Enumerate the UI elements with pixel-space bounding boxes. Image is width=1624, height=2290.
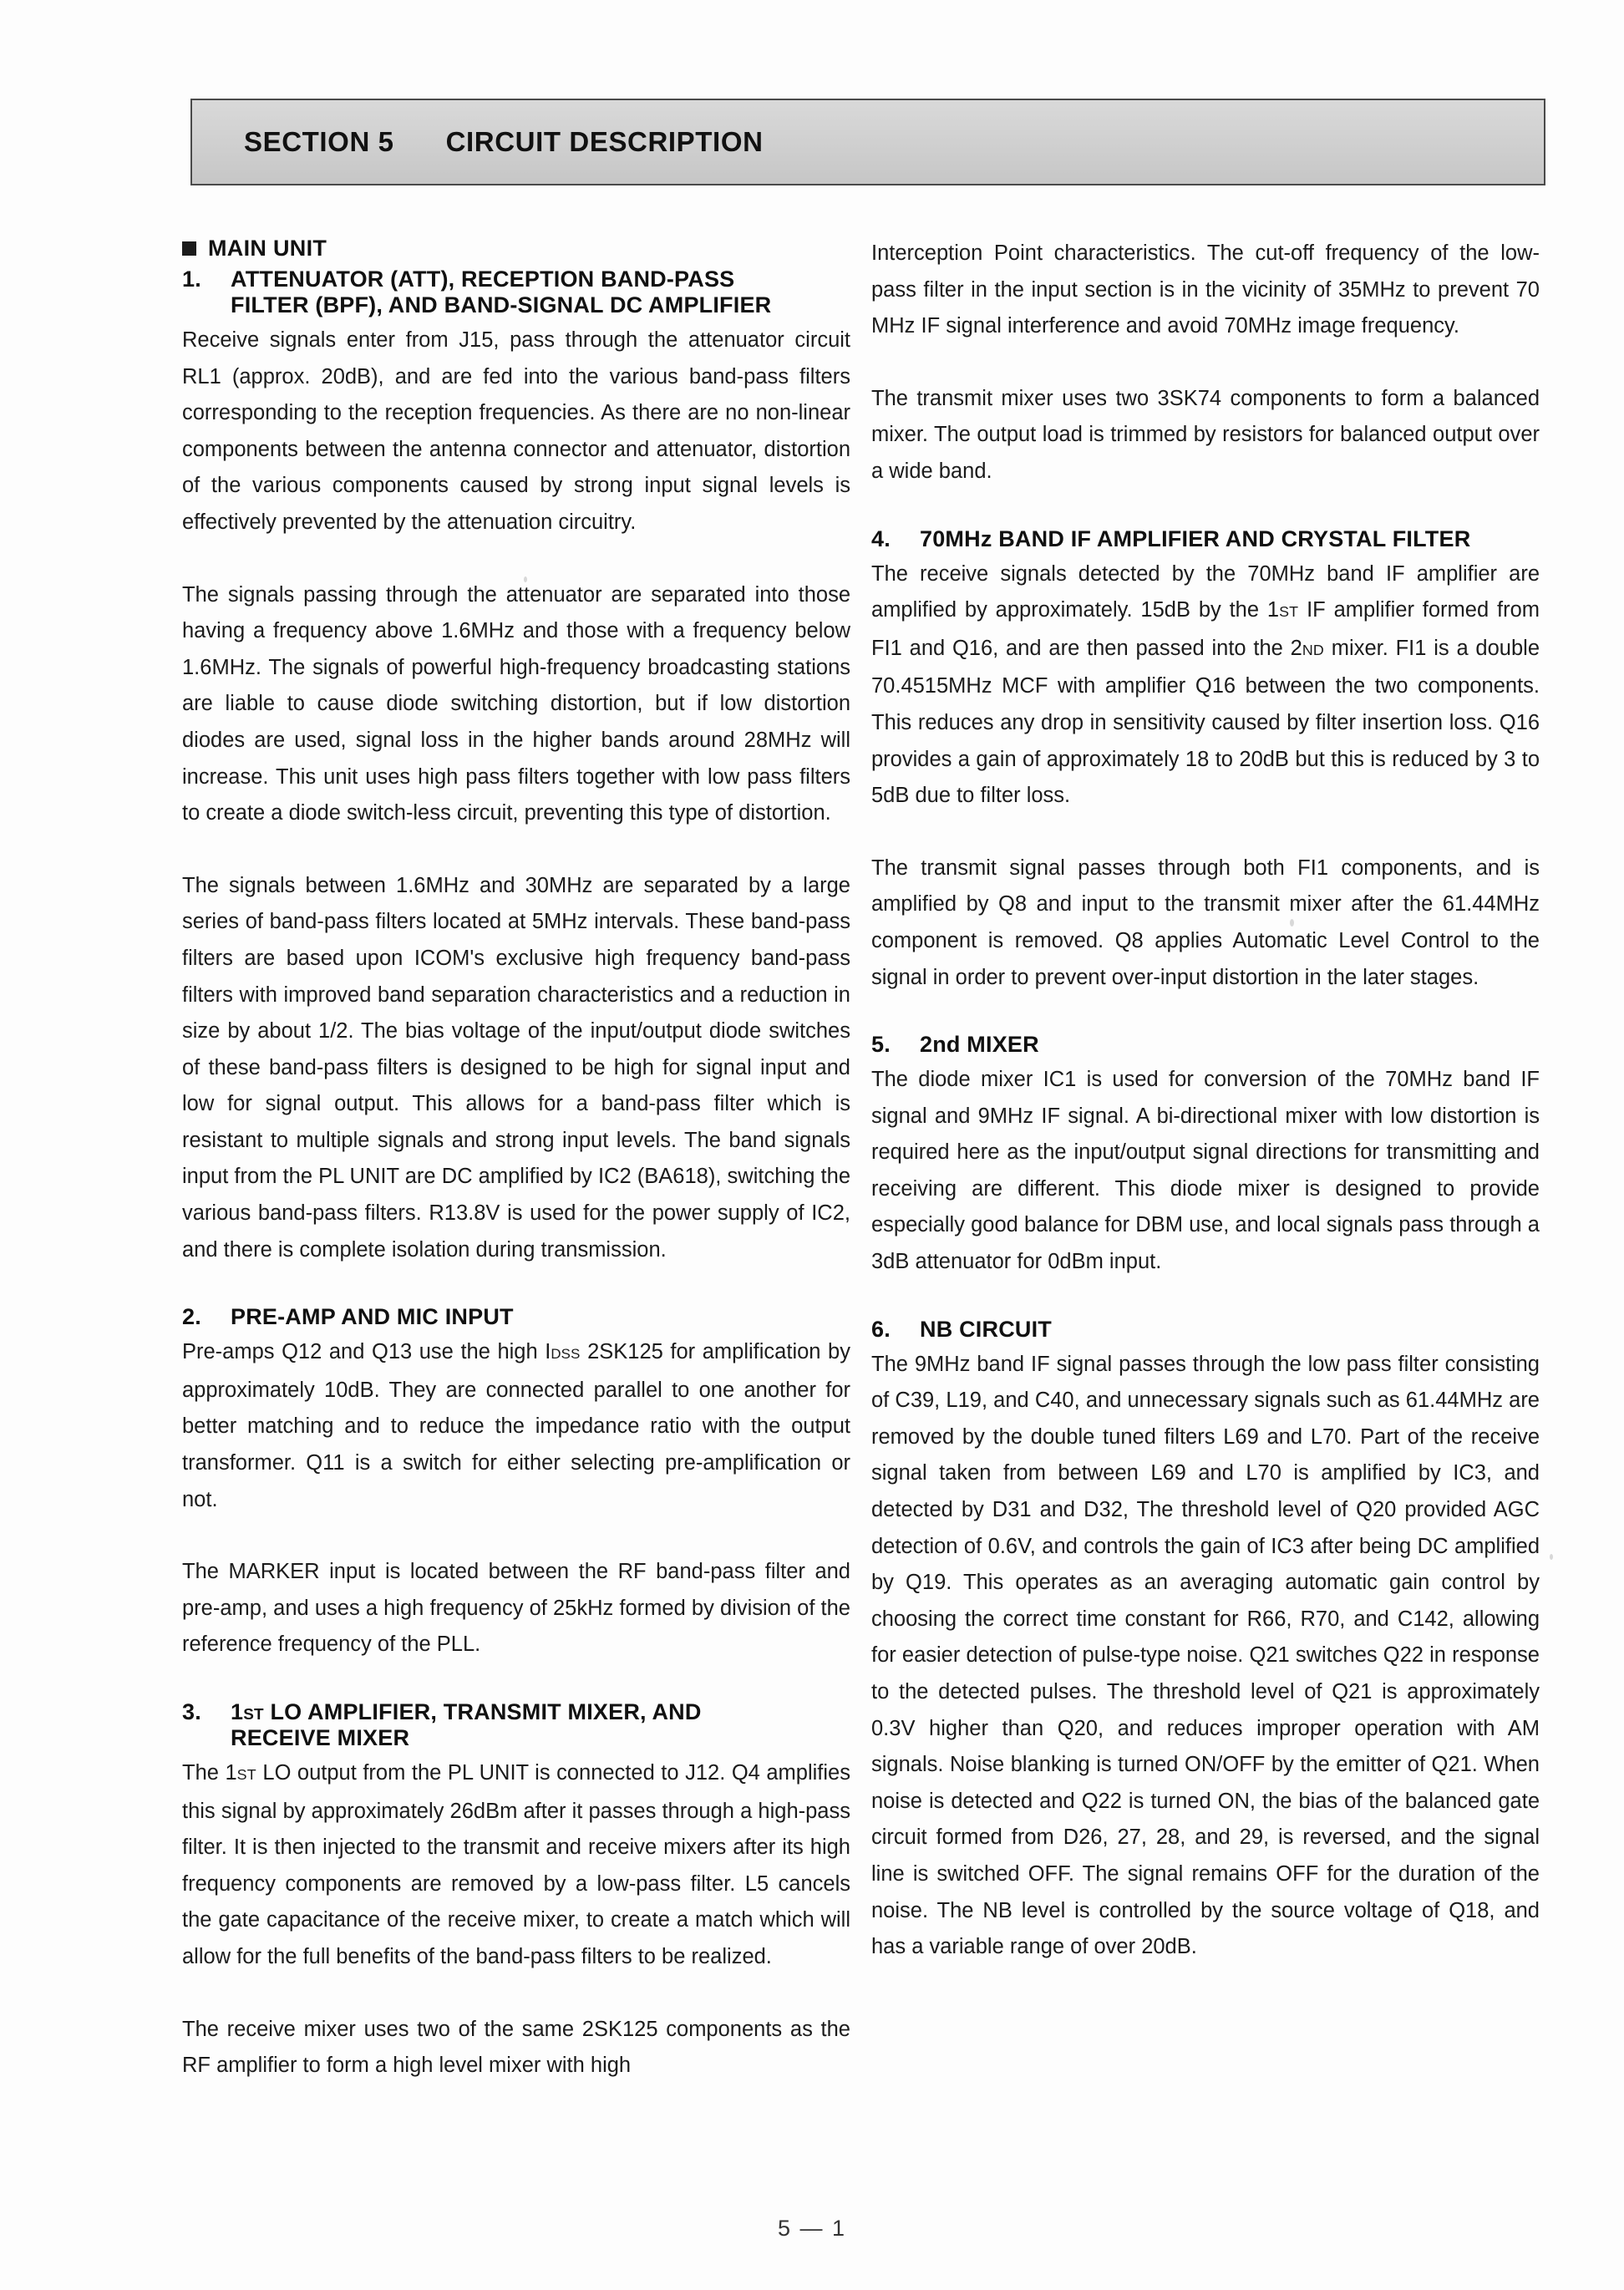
section-label: SECTION 5 [244,126,394,157]
section-5-title: 2nd MIXER [920,1032,1039,1058]
section-header-inner [192,126,764,158]
left-column [182,236,850,2084]
section-header-banner [190,99,1545,185]
idss-subscript: DSS [551,1346,581,1363]
section-2-p1-pre: Pre-amps Q12 and Q13 use the high I [182,1340,551,1364]
section-1-number: 1. [182,267,201,292]
section-3-p1-post: LO output from the PL UNIT is connected to J12. Q4 amplifies this signal by approximately 26dBm after it passes through a high-pass filter. It is then injected to the transmit and receive mixers after its high frequency components are removed by a low-pass filter. L5 cancels the gate capacitance of the receive mixer, to create a match which will allow for the full benefits of the band-pass filters to be realized. [182,1761,850,1968]
main-unit-label: MAIN UNIT [208,236,327,261]
section-3-number: 3. [182,1699,201,1724]
section-1-title [231,267,850,318]
continuation-paragraph-2: The transmit mixer uses two 3SK74 components to form a balanced mixer. The output load is trimmed by resistors for balanced output over a wide band. [871,386,1540,483]
section-5-heading [871,1032,1540,1058]
section-1-paragraph-3: The signals between 1.6MHz and 30MHz are separated by a large series of band-pass filters located at 5MHz intervals. These band-pass filters are based upon ICOM's exclusive high frequency band-pass filters with improved band separation characteristics and a reduction in size by about 1/2. The bias voltage of the input/output diode switches of these band-pass filters is designed to be high for signal input and low for signal output. This allows for a band-pass filter which is resistant to multiple signals and strong input levels. The band signals input from the PL UNIT are DC amplified by IC2 (BA618), switching the various band-pass filters. R13.8V is used for the power supply of IC2, and there is complete isolation during transmission. [182,873,850,1262]
section-2-paragraph-2: The MARKER input is located between the RF band-pass filter and pre-amp, and uses a high frequency of 25kHz formed by division of the reference frequency of the PLL. [182,1560,850,1657]
section-3-title-pre: 1 [231,1699,244,1724]
section-1-heading [182,267,850,318]
section-4-p1-b: IF amplifier formed from FI1 and Q16, and are then passed into the 2 [871,598,1540,660]
section-1-paragraph-1: Receive signals enter from J15, pass through the attenuator circuit RL1 (approx. 20dB), and are fed into the various band-pass filters corresponding to the reception frequencies. As there are no non-linear components between the antenna connector and attenuator, distortion of the various components caused by strong input signal levels is effectively prevented by the attenuation circuitry. [182,328,850,534]
section-3-title-ordinal: ST [243,1706,264,1724]
section-4-p1-ordinal-1st: ST [1279,603,1299,621]
section-1-paragraph-2: The signals passing through the attenuator are separated into those having a frequency above 1.6MHz and those with a frequency below 1.6MHz. The signals of powerful high-frequency broadcasting stations are liable to cause diode switching distortion, but if low distortion diodes are used, signal loss in the higher bands around 28MHz will increase. This unit uses high pass filters together with low pass filters to create a diode switch-less circuit, preventing this type of distortion. [182,582,850,825]
section-2-paragraph-1 [182,1334,850,1518]
main-unit-heading [182,236,850,261]
section-3-title-post: LO AMPLIFIER, TRANSMIT MIXER, AND [263,1699,702,1724]
scan-speck [1550,1554,1553,1560]
section-1-title-line2: FILTER (BPF), AND BAND-SIGNAL DC AMPLIFIER [231,292,772,317]
continuation-paragraph-1: Interception Point characteristics. The cut-off frequency of the low-pass filter in the input section is in the vicinity of 35MHz to prevent 70 MHz IF signal interference and avoid 70MHz image frequency. [871,241,1540,338]
section-6-title: NB CIRCUIT [920,1316,1052,1342]
section-4-p1-ordinal-2nd: ND [1302,641,1325,658]
section-4-heading [871,526,1540,552]
section-4-p1-a: The receive signals detected by the 70MHz band IF amplifier are amplified by approximately. 15dB by the 1 [871,561,1540,622]
section-6-paragraph-1: The 9MHz band IF signal passes through the low pass filter consisting of C39, L19, and C40, and unnecessary signals such as 61.44MHz are removed by the double tuned filters L69 and L70. Part of the receive signal taken from between L69 and L70 is amplified by IC3, and detected by D31 and D32, The threshold level of Q20 provided AGC detection of 0.6V, and controls the gain of IC3 after being DC amplified by Q19. This operates as an averaging automatic gain control by choosing the correct time constant for R66, R70, and C142, allowing for easier detection of pulse-type noise. Q21 switches Q22 in response to the detected pulses. The threshold level of Q21 is approximately 0.3V higher than Q20, and reduces improper operation with AM signals. Noise blanking is turned ON/OFF by the emitter of Q21. When noise is detected and Q22 is turned ON, the bias of the balanced gate circuit formed from D26, 27, 28, and 29, is reversed, and the signal line is switched OFF. The signal remains OFF for the duration of the noise. The NB level is controlled by the source voltage of Q18, and has a variable range of over 20dB. [871,1352,1540,1959]
section-3-p1-pre: The 1 [182,1761,237,1785]
section-5-number: 5. [871,1032,891,1058]
section-3-p1-ordinal: ST [236,1766,256,1783]
section-3-title-line2: RECEIVE MIXER [231,1725,410,1750]
section-3-title [231,1699,850,1751]
section-2-number: 2. [182,1304,201,1330]
page-footer [0,2216,1624,2242]
right-column [871,236,1540,1966]
section-4-number: 4. [871,526,891,551]
section-3-heading [182,1699,850,1751]
section-4-paragraph-1 [871,556,1540,815]
section-3-paragraph-1 [182,1755,850,1976]
section-6-heading [871,1317,1540,1343]
section-5-paragraph-1: The diode mixer IC1 is used for conversion of the 70MHz band IF signal and 9MHz IF signal. A bi-directional mixer with low distortion is required here as the input/output signal directions for transmitting and receiving are different. This diode mixer is designed to provide especially good balance for DBM use, and local signals pass through a 3dB attenuator for 0dBm input. [871,1068,1540,1274]
section-4-paragraph-2: The transmit signal passes through both FI1 components, and is amplified by Q8 and input to the transmit mixer after the 61.44MHz component is removed. Q8 applies Automatic Level Control to the signal in order to prevent over-input distortion in the later stages. [871,856,1540,989]
page-number: 5 — 1 [777,2216,847,2241]
section-2-title: PRE-AMP AND MIC INPUT [231,1304,514,1330]
section-4-title: 70MHz BAND IF AMPLIFIER AND CRYSTAL FILTER [920,526,1471,551]
section-2-heading [182,1304,850,1330]
section-3-paragraph-2: The receive mixer uses two of the same 2SK125 components as the RF amplifier to form a high level mixer with high [182,2017,850,2078]
section-6-number: 6. [871,1316,891,1342]
square-bullet-icon [182,241,196,256]
section-2-p1-post: 2SK125 for amplification by approximately 10dB. They are connected parallel to one another for better matching and to reduce the impedance ratio with the output transformer. Q11 is a switch for either selecting pre-amplification or not. [182,1340,850,1511]
section-1-title-line1: ATTENUATOR (ATT), RECEPTION BAND-PASS [231,267,735,292]
section-title: CIRCUIT DESCRIPTION [445,126,764,157]
section-4-p1-c: mixer. FI1 is a double 70.4515MHz MCF with amplifier Q16 between the two components. This reduces any drop in sensitivity caused by filter insertion loss. Q16 provides a gain of approximately 18 to 20dB but this is reduced by 3 to 5dB due to filter loss. [871,636,1540,808]
